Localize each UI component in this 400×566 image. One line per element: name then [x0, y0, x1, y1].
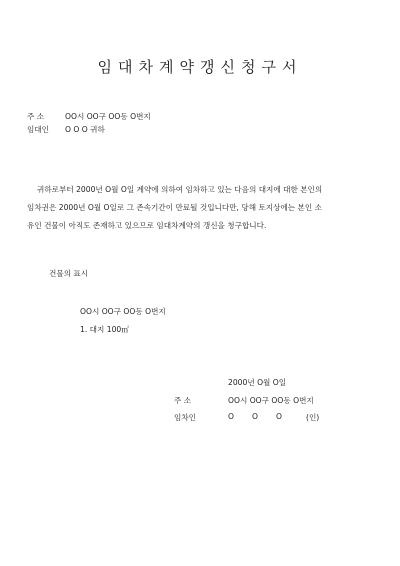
seal-mark: (인) [306, 413, 320, 422]
building-heading: 건물의 표시 [49, 269, 89, 278]
lessor-label: 임대인 [27, 125, 50, 134]
recipient-address-label: 주 소 [27, 112, 45, 121]
body-line-3: 유인 건물이 아직도 존재하고 있으므로 임대차계약의 갱신을 청구합니다. [27, 221, 267, 230]
building-item: 1. 대지 100㎡ [80, 325, 129, 334]
body-line-2: 임차권은 2000년 O월 O일로 그 존속기간이 만료될 것입니다만, 당해 토지상에는 본인 소 [27, 203, 322, 212]
signature-address-label: 주 소 [174, 396, 192, 405]
lessor-value: O O O 귀하 [65, 125, 105, 134]
lessee-name-1: O [228, 412, 234, 421]
lessee-name-2: O [252, 412, 258, 421]
recipient-address-value: OO시 OO구 OO동 O번지 [65, 112, 151, 121]
document-title: 임대차계약갱신청구서 [97, 58, 303, 76]
body-paragraph [27, 181, 375, 235]
signature-date: 2000년 O월 O일 [228, 378, 287, 387]
body-line-1: 귀하로부터 2000년 O월 O일 계약에 의하여 임차하고 있는 다음의 대지에 대한 본인의 [37, 185, 323, 194]
lessee-name-3: O [276, 412, 282, 421]
signature-address-value: OO시 OO구 OO동 O번지 [228, 396, 314, 405]
building-address: OO시 OO구 OO동 O번지 [80, 307, 166, 316]
recipient-address-row [27, 112, 151, 122]
lessee-label: 임차인 [174, 413, 197, 422]
recipient-lessor-row [27, 125, 105, 135]
